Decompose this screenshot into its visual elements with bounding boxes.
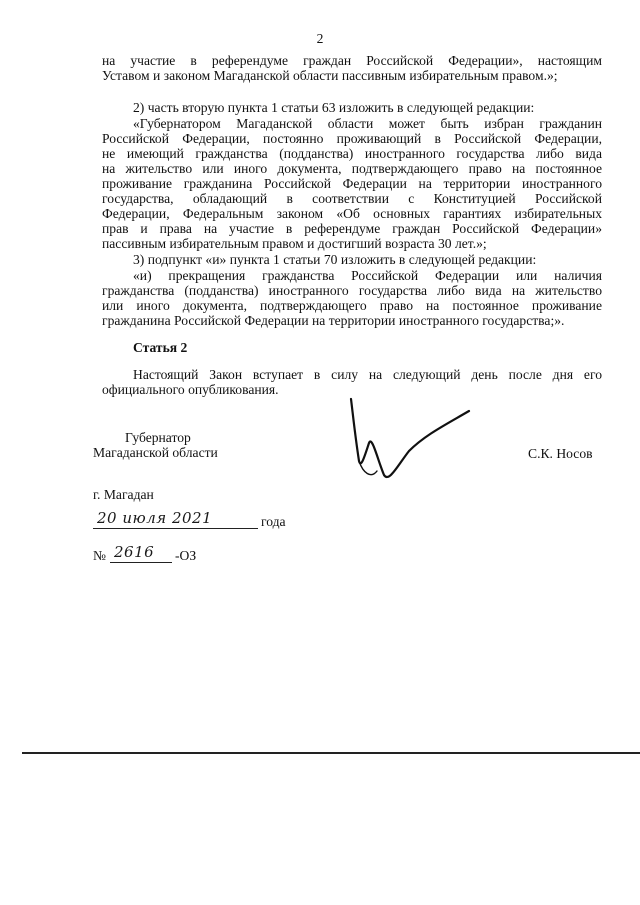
text-line: Настоящий Закон вступает в силу на следующий день после дня его <box>133 367 602 382</box>
text-line: официального опубликования. <box>102 382 279 397</box>
text-line: гражданства (подданства) иностранного государства либо вида на жительство <box>102 283 602 298</box>
text-line: на участие в референдуме граждан Российской Федерации», настоящим <box>102 53 602 68</box>
text-line: «и) прекращения гражданства Российской Федерации или наличия <box>133 268 602 283</box>
text-line: на жительство или иного документа, подтверждающего право на постоянное <box>102 161 602 176</box>
text-line: гражданина Российской Федерации на территории иностранного государства;». <box>102 313 565 328</box>
text-line: «Губернатором Магаданской области может быть избран гражданин <box>133 116 602 131</box>
law-number-underline <box>110 562 172 563</box>
article-heading: Статья 2 <box>133 340 188 355</box>
signatory-title: Губернатор <box>125 430 191 445</box>
law-number-suffix: -ОЗ <box>175 548 197 563</box>
text-line: не имеющий гражданства (подданства) иностранного государства либо вида <box>102 146 602 161</box>
date-underline <box>93 528 258 529</box>
text-line: прав и права на участие в референдуме граждан Российской Федерации» <box>102 221 602 236</box>
handwritten-signature <box>345 395 475 495</box>
page-number: 2 <box>316 31 324 46</box>
text-line: проживание гражданина Российской Федерации на территории иностранного <box>102 176 602 191</box>
list-item-intro: 2) часть вторую пункта 1 статьи 63 изложить в следующей редакции: <box>133 100 535 115</box>
text-line: Федерации, Федеральным законом «Об основных гарантиях избирательных <box>102 206 602 221</box>
footer-rule <box>22 752 640 754</box>
text-line: государства, обладающий в соответствии с Конституцией Российской <box>102 191 602 206</box>
text-line: пассивным избирательным правом и достигший возраста 30 лет.»; <box>102 236 487 251</box>
law-number-prefix: № <box>93 548 106 563</box>
signatory-name: С.К. Носов <box>528 446 593 461</box>
text-line: Уставом и законом Магаданской области пассивным избирательным правом.»; <box>102 68 558 83</box>
handwritten-law-number: 2616 <box>114 543 155 561</box>
list-item-intro: 3) подпункт «и» пункта 1 статьи 70 изложить в следующей редакции: <box>133 252 537 267</box>
text-line: или иного документа, подтверждающего право на постоянное проживание <box>102 298 602 313</box>
signatory-title: Магаданской области <box>93 445 218 460</box>
text-line: Российской Федерации, постоянно проживающий в Российской Федерации, <box>102 131 602 146</box>
date-suffix: года <box>261 514 286 529</box>
place-of-signing: г. Магадан <box>93 487 154 502</box>
handwritten-date: 20 июля 2021 <box>97 509 213 527</box>
